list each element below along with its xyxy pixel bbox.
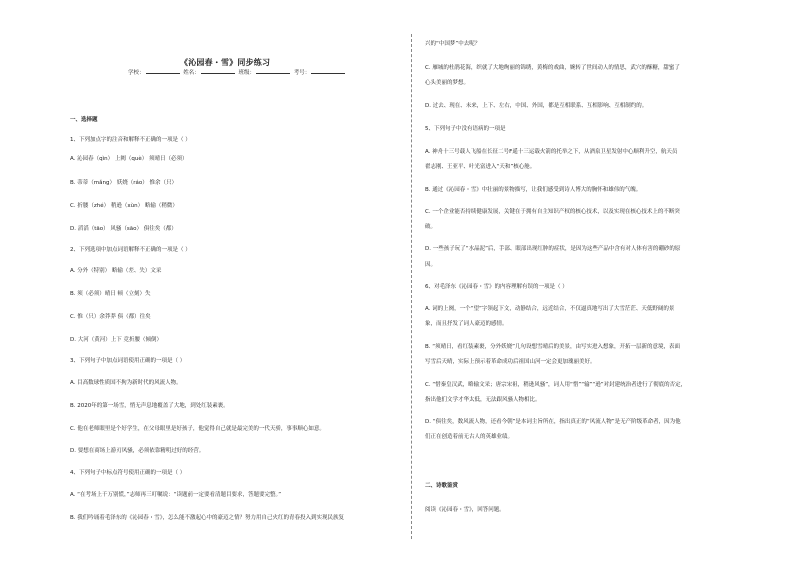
option-line: 心头美丽的梦想。: [425, 80, 470, 86]
option-line: C. “惜秦皇汉武，略输文采；唐宗宋祖，稍逊风骚”，词人用“惜”“输”“逊”对封建统治者进行了彻底的否定，: [425, 382, 687, 388]
option-line: C. 一个企业能否持续健康发展，关键在于拥有自主知识产权的核心技术，以及实现在核心技术上的不断突: [425, 209, 680, 215]
option-line: 象，而且抒发了词人豪迈的感情。: [425, 321, 508, 327]
option-line: 破。: [425, 224, 437, 230]
class-label: 班级：: [238, 70, 256, 76]
option-line: A. 沁园春（qìn） 上阙（què） 须晴日（必须）: [70, 156, 188, 162]
question-line: 6、对毛泽东《沁园春・雪》的内容理解有误的一项是（ ）: [425, 284, 568, 290]
option-line: B. 我们吟诵着毛泽东的《沁园春・雪》，怎么能不激起心中的豪迈之情？努力用自己火红的青春投入到实现民族复: [70, 515, 345, 521]
section-heading: 一、选择题: [70, 117, 98, 123]
column-divider: [411, 34, 413, 539]
question-line: 阅读《沁园春・雪》，回答问题。: [425, 507, 505, 513]
option-line: 兴的“中国梦”中去呢？: [425, 41, 481, 47]
option-line: A. “在考场上千万别慌，”志师再三叮嘱说：“读题前一定要看清题目要求，答题要完整。”: [70, 492, 282, 498]
option-line: 翟志刚、王亚平、叶光富进入“天和”核心舱。: [425, 164, 536, 170]
option-line: D. 大河（黄河）上下 竞折腰（倾倒）: [70, 337, 162, 343]
question-line: 4、下列句子中标点符号使用正确的一项是（ ）: [70, 470, 186, 476]
name-blank[interactable]: [201, 68, 235, 74]
option-line: D. 要想在商场上游刃风骚，必须依靠精明过好的经营。: [70, 448, 205, 454]
option-line: D. 一些孩子玩了“水晶泥”后，手部、眼部出现红肿的症状，是因为这些产品中含有对人体有害的硼砂的原: [425, 246, 681, 252]
option-line: B. 蒂蒂（mǎng） 妖娆（ráo） 惟余（只）: [70, 180, 177, 186]
option-line: D. “俱往矣，数风流人物，还看今朝”是本词主旨所在，指出真正的“风流人物”是无产阶级革命者，因为他: [425, 419, 681, 425]
question-line: 3、下列句子中加点词语使用正确的一项是（ ）: [70, 358, 186, 364]
question-line: 2、下列选项中加点词语解释不正确的一项是（ ）: [70, 247, 191, 253]
class-blank[interactable]: [256, 68, 290, 74]
option-line: B. 通过《沁园春・雪》中壮丽的景物描写，让我们感受到诗人博大的胸怀和雄伟的气魄。: [425, 187, 642, 193]
name-label: 姓名：: [183, 70, 200, 76]
option-line: 指出他们文学才华太低，无法跟风骚人物相比。: [425, 397, 541, 403]
option-line: A. 词的上阕，一个“望”字领起下文，动静结合，远近结合，不仅逼真地写出了大雪茫茫、天低野阔的景: [425, 306, 675, 312]
option-line: A. 目高数球性质国不拘为新时代的风流人物。: [70, 380, 182, 386]
option-line: B. 须（必须）晴日 顿（立刻）失: [70, 291, 151, 297]
option-line: B. “须晴日，看红装素裹，分外妖娆”几句设想雪晴后的美景，由写实进入想象，开拓一层新的意境，表面: [425, 344, 680, 350]
question-line: 1、下列加点字的注音和解释不正确的一项是（ ）: [70, 137, 191, 143]
student-info-line: [128, 68, 347, 76]
option-line: 因。: [425, 262, 437, 268]
school-label: 学校：: [128, 70, 145, 76]
option-line: D. 滔滔（tāo） 风骚（sāo） 俱往矣（都）: [70, 226, 177, 232]
option-line: D. 过去、现在、未来，上下、左右，中国、外国，都是互相联系、互相影响、互相制约的。: [425, 103, 648, 109]
exam-no-blank[interactable]: [311, 68, 345, 74]
option-line: A. 神舟十三号载人飞船在长征二号F遥十三运载火箭的托举之下，从酒泉卫星发射中心顺利升空，航天员: [425, 149, 678, 155]
option-line: 写雪后天晴，实际上预示着革命成功后祖国山河一定会更加瑰丽美好。: [425, 359, 596, 365]
option-line: A. 分外（特别） 略输（差、失）文采: [70, 268, 162, 274]
question-line: 5、下列句子中没有语病的一项是: [425, 126, 506, 132]
exam-no-label: 考号：: [293, 70, 311, 76]
option-line: C. 折腰（zhé） 稍逊（xùn） 略输（稍微）: [70, 203, 178, 209]
section-heading: 二、诗歌鉴赏: [425, 483, 459, 489]
option-line: 们正在创造着前无古人的英雄业绩。: [425, 434, 514, 440]
school-blank[interactable]: [146, 68, 180, 74]
option-line: B. 2020年的第一场雪，悄无声息地覆盖了大地，到处红装素裹。: [70, 403, 229, 409]
option-line: C. 惟（只）余莽莽 俱（都）往矣: [70, 314, 151, 320]
option-line: C. 雁城的杜鹃花海，织就了大地绚丽的锦绣，黄梅的戏曲，婉转了世间动人的情思，武穴的酥糖，甜蜜了: [425, 65, 680, 71]
option-line: C. 他在老师眼里是个好学生，在父母眼里是好孩子，他觉得自己就是最完美的一代天骄，事事顺心如意。: [70, 426, 325, 432]
page-title: 《沁园春・雪》同步练习: [180, 58, 271, 67]
